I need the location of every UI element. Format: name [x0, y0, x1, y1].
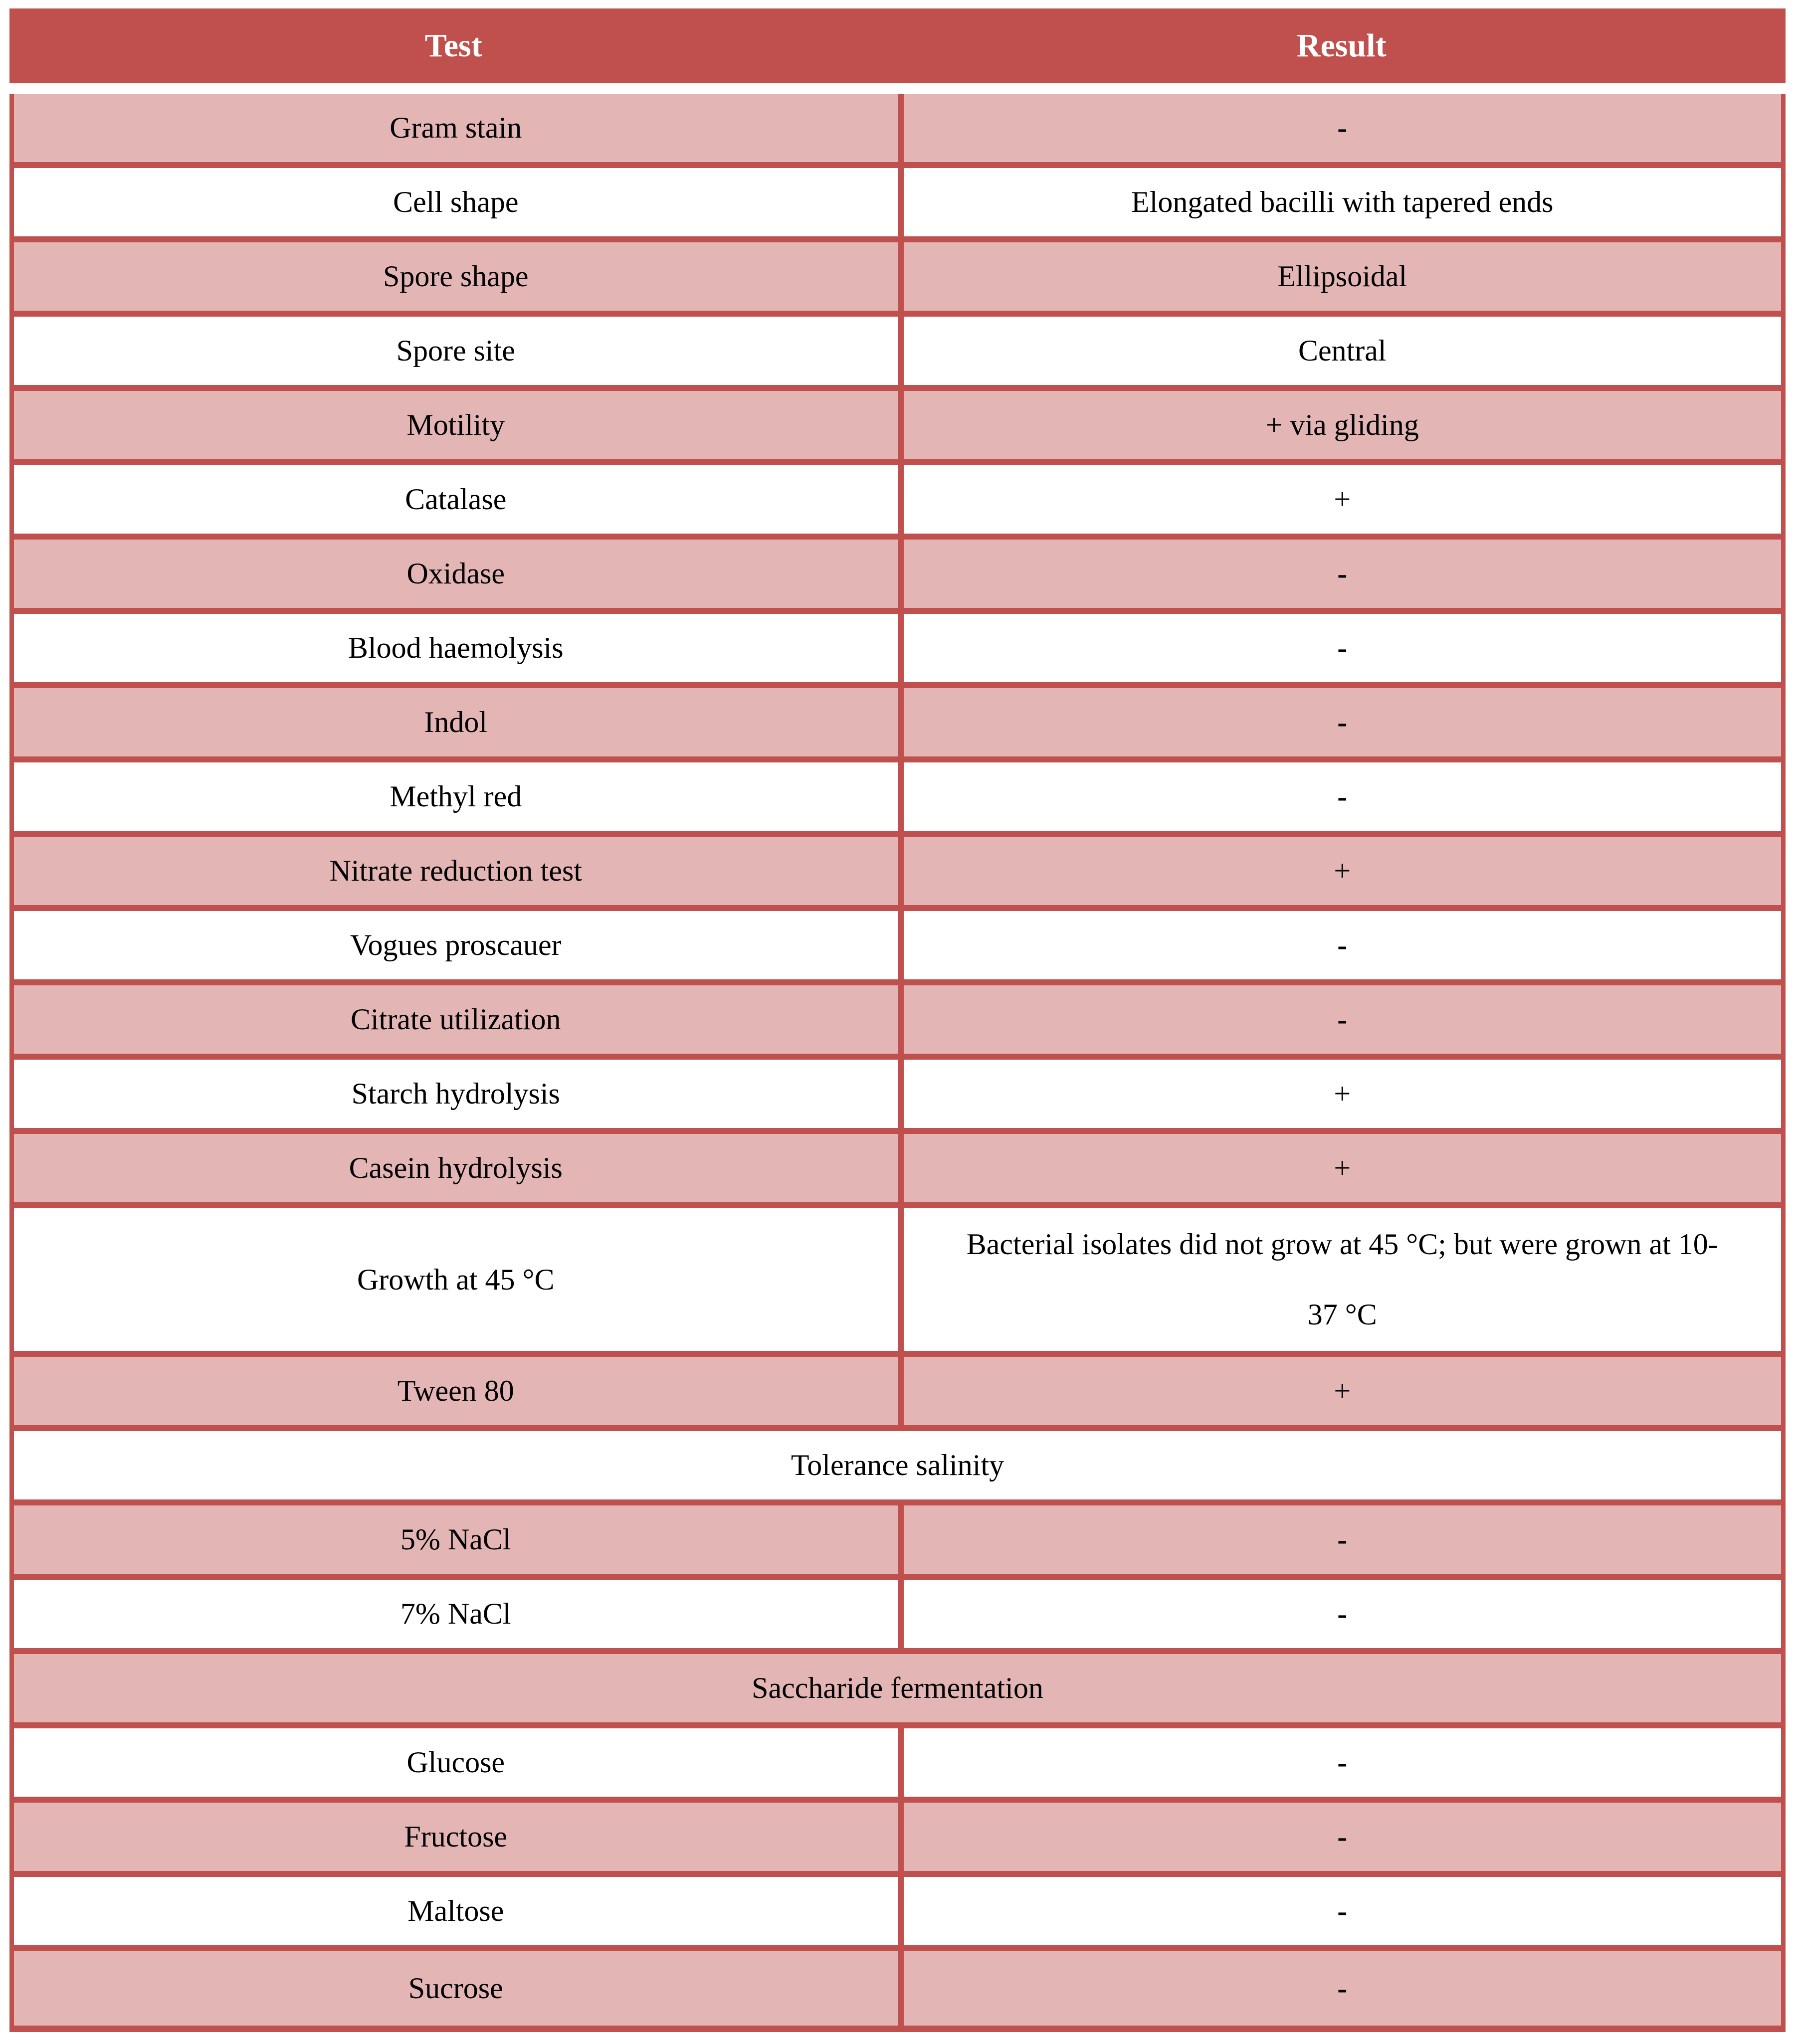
column-header-test: Test	[424, 27, 482, 64]
result-cell: -	[898, 540, 1782, 608]
result-cell: -	[898, 985, 1782, 1054]
table-row	[14, 985, 1781, 1060]
test-cell: Growth at 45 °C	[357, 1263, 555, 1296]
table-row	[14, 1951, 1781, 2026]
test-cell: Spore site	[396, 334, 515, 367]
section-row	[14, 1654, 1781, 1728]
table-row	[14, 465, 1781, 540]
result-cell: +	[898, 465, 1782, 534]
result-cell: -	[898, 1951, 1782, 2026]
result-cell: Ellipsoidal	[898, 242, 1782, 311]
test-cell: Citrate utilization	[350, 1003, 561, 1036]
table-row	[14, 1580, 1781, 1654]
table-row	[14, 317, 1781, 391]
result-cell: + via gliding	[898, 391, 1782, 459]
header-separator	[9, 83, 1786, 94]
result-cell: -	[898, 94, 1782, 162]
section-label: Saccharide fermentation	[752, 1672, 1043, 1704]
test-cell: Catalase	[405, 483, 507, 516]
result-cell: -	[898, 614, 1782, 682]
test-cell: Glucose	[406, 1746, 505, 1779]
result-cell: Bacterial isolates did not grow at 45 °C; but were grown at 10-37 °C	[898, 1208, 1782, 1351]
result-cell: -	[898, 1803, 1782, 1871]
table-row	[14, 1877, 1781, 1951]
test-cell: Fructose	[404, 1820, 508, 1853]
table-row	[14, 911, 1781, 985]
test-cell: Spore shape	[383, 260, 529, 293]
test-cell: Sucrose	[408, 1972, 503, 2005]
test-cell: Vogues proscauer	[350, 929, 562, 961]
test-cell: Methyl red	[390, 780, 522, 813]
results-table	[9, 8, 1786, 2032]
table-row	[14, 1728, 1781, 1803]
result-cell: +	[898, 1357, 1782, 1425]
result-cell: -	[898, 911, 1782, 979]
table-row	[14, 1060, 1781, 1134]
test-cell: 7% NaCl	[400, 1597, 511, 1630]
test-cell: Oxidase	[406, 557, 505, 590]
table-row	[14, 837, 1781, 911]
table-row	[14, 1505, 1781, 1580]
result-cell: -	[898, 1505, 1782, 1574]
test-cell: Starch hydrolysis	[351, 1077, 560, 1110]
result-cell: +	[898, 1134, 1782, 1202]
test-cell: Maltose	[407, 1894, 504, 1927]
table-row	[14, 1208, 1781, 1357]
result-cell: -	[898, 762, 1782, 831]
table-header-row	[9, 8, 1786, 83]
test-cell: 5% NaCl	[400, 1523, 511, 1556]
test-cell: Gram stain	[390, 111, 522, 144]
table-row	[14, 614, 1781, 688]
test-cell: Cell shape	[393, 186, 519, 218]
result-cell: -	[898, 1877, 1782, 1945]
result-cell: +	[898, 837, 1782, 905]
test-cell: Casein hydrolysis	[349, 1151, 563, 1184]
section-row	[14, 1431, 1781, 1505]
table-row	[14, 540, 1781, 614]
result-cell: -	[898, 1728, 1782, 1797]
table-row	[14, 1134, 1781, 1208]
test-cell: Motility	[406, 408, 505, 441]
test-cell: Blood haemolysis	[348, 631, 564, 664]
test-cell: Nitrate reduction test	[329, 854, 582, 887]
section-label: Tolerance salinity	[791, 1449, 1004, 1482]
table-row	[14, 94, 1781, 168]
table-row	[14, 1357, 1781, 1431]
result-cell: Central	[898, 317, 1782, 385]
table-row	[14, 242, 1781, 317]
test-cell: Indol	[424, 706, 488, 739]
result-cell: Elongated bacilli with tapered ends	[898, 168, 1782, 236]
result-cell: -	[898, 688, 1782, 756]
table-row	[14, 688, 1781, 762]
table-row	[14, 762, 1781, 837]
table-body	[9, 94, 1786, 2032]
table-row	[14, 168, 1781, 242]
table-row	[14, 391, 1781, 465]
result-cell: -	[898, 1580, 1782, 1648]
table-row	[14, 1803, 1781, 1877]
column-header-result: Result	[1296, 27, 1387, 64]
test-cell: Tween 80	[397, 1374, 514, 1407]
result-cell: +	[898, 1060, 1782, 1128]
